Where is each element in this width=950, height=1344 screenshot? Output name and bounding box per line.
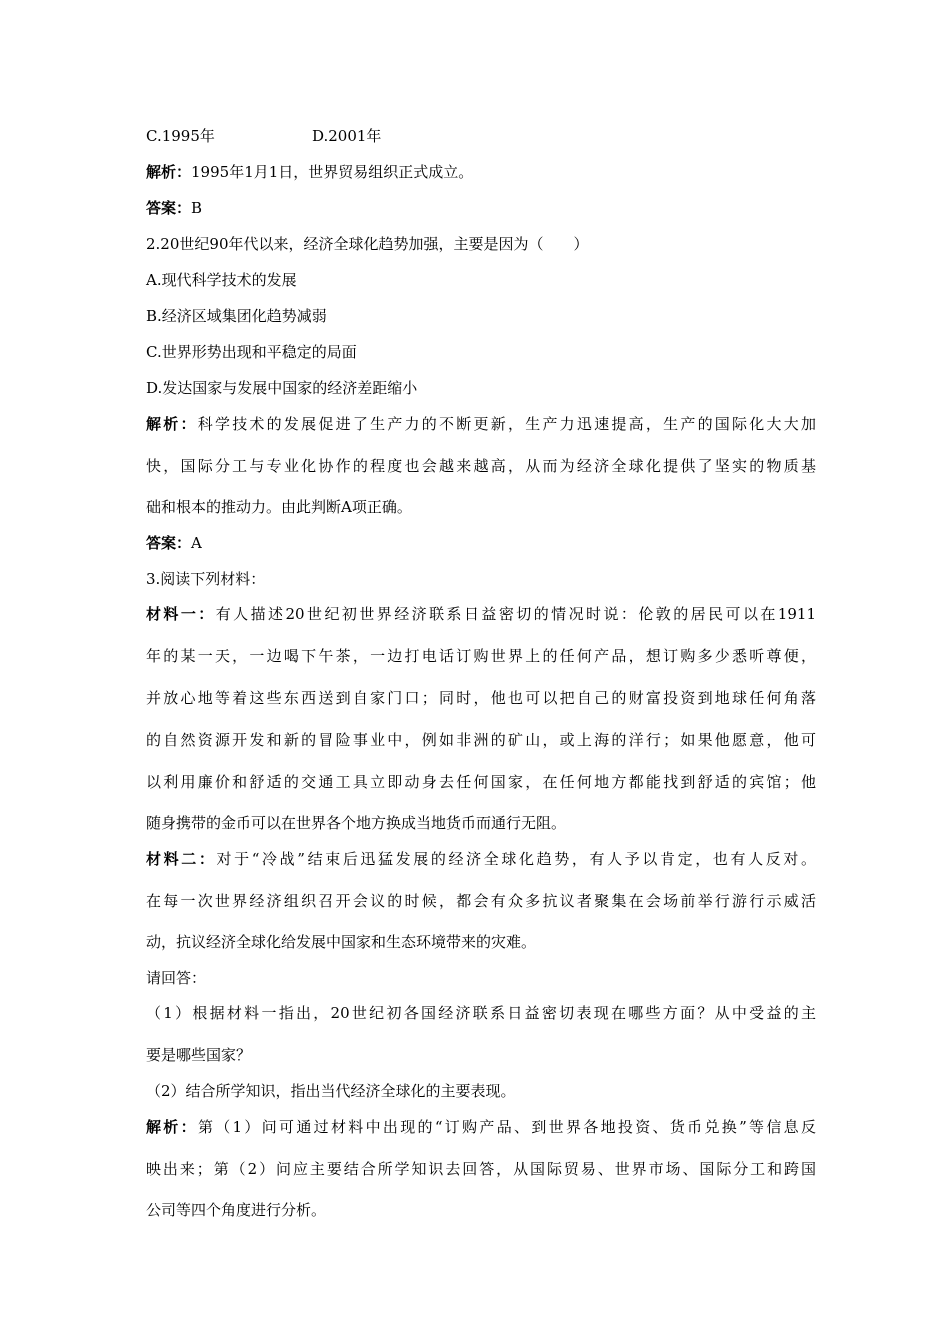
q2-analysis-text: 科学技术的发展促进了生产力的不断更新，生产力迅速提高，生产的国际化大大加 — [197, 415, 816, 433]
q2-analysis-line-3: 础和根本的推动力。由此判断A项正确。 — [146, 498, 412, 516]
analysis-label: 解析： — [146, 163, 192, 181]
q3-analysis-text: 第（1）问可通过材料中出现的“订购产品、到世界各地投资、货币兑换”等信息反 — [197, 1118, 816, 1136]
q2-answer — [146, 533, 816, 553]
answer-label: 答案： — [146, 534, 192, 552]
material2-label: 材料二： — [146, 850, 217, 868]
q2-stem: 2.20世纪90年代以来，经济全球化趋势加强，主要是因为（ ） — [146, 235, 589, 253]
q2-analysis-line-1 — [146, 414, 816, 434]
material1-label: 材料一： — [146, 605, 216, 623]
q3-material2-line-2: 在每一次世界经济组织召开会议的时候，都会有众多抗议者聚集在会场前举行游行示威活 — [146, 892, 816, 910]
q3-material1-line-1 — [146, 604, 816, 624]
q3-sub1-line-2: 要是哪些国家？ — [146, 1046, 252, 1064]
q3-material2-line-3: 动，抗议经济全球化给发展中国家和生态环境带来的灾难。 — [146, 933, 537, 951]
q1-answer-value: B — [191, 199, 203, 217]
q2-analysis-line-2: 快，国际分工与专业化协作的程度也会越来越高，从而为经济全球化提供了坚实的物质基 — [146, 457, 816, 475]
q3-material1-line-3: 并放心地等着这些东西送到自家门口；同时，他也可以把自己的财富投资到地球任何角落 — [146, 689, 816, 707]
q1-analysis-text: 1995年1月1日，世界贸易组织正式成立。 — [191, 163, 474, 181]
analysis-label: 解析： — [146, 1118, 198, 1136]
q1-option-d: D.2001年 — [312, 127, 382, 145]
q2-option-d: D.发达国家与发展中国家的经济差距缩小 — [146, 379, 418, 397]
q1-answer — [146, 198, 816, 218]
q3-analysis-line-2: 映出来；第（2）问应主要结合所学知识去回答，从国际贸易、世界市场、国际分工和跨国 — [146, 1160, 816, 1178]
q3-material1-line-4: 的自然资源开发和新的冒险事业中，例如非洲的矿山，或上海的洋行；如果他愿意，他可 — [146, 731, 816, 749]
q2-option-c: C.世界形势出现和平稳定的局面 — [146, 343, 357, 361]
q1-option-c: C.1995年 — [146, 127, 215, 145]
q2-option-a: A.现代科学技术的发展 — [146, 271, 297, 289]
q3-material1-text: 有人描述20世纪初世界经济联系日益密切的情况时说：伦敦的居民可以在1911 — [215, 605, 816, 623]
q1-analysis — [146, 162, 816, 182]
q2-answer-value: A — [191, 534, 202, 552]
q3-prompt: 请回答： — [146, 969, 207, 987]
q3-stem: 3.阅读下列材料： — [146, 570, 266, 588]
q3-material2-line-1 — [146, 849, 816, 869]
q3-sub1-line-1: （1）根据材料一指出，20世纪初各国经济联系日益密切表现在哪些方面？从中受益的主 — [146, 1004, 816, 1022]
q3-analysis-line-1 — [146, 1117, 816, 1137]
q3-material2-text: 对于“冷战”结束后迅猛发展的经济全球化趋势，有人予以肯定，也有人反对。 — [216, 850, 816, 868]
q3-material1-line-6: 随身携带的金币可以在世界各个地方换成当地货币而通行无阻。 — [146, 814, 567, 832]
answer-label: 答案： — [146, 199, 192, 217]
analysis-label: 解析： — [146, 415, 198, 433]
q3-sub2: （2）结合所学知识，指出当代经济全球化的主要表现。 — [146, 1082, 516, 1100]
q3-material1-line-5: 以利用廉价和舒适的交通工具立即动身去任何国家，在任何地方都能找到舒适的宾馆；他 — [146, 773, 816, 791]
q3-material1-line-2: 年的某一天，一边喝下午茶，一边打电话订购世界上的任何产品，想订购多少悉听尊便， — [146, 647, 816, 665]
q2-option-b: B.经济区域集团化趋势减弱 — [146, 307, 327, 325]
q3-analysis-line-3: 公司等四个角度进行分析。 — [146, 1201, 327, 1219]
